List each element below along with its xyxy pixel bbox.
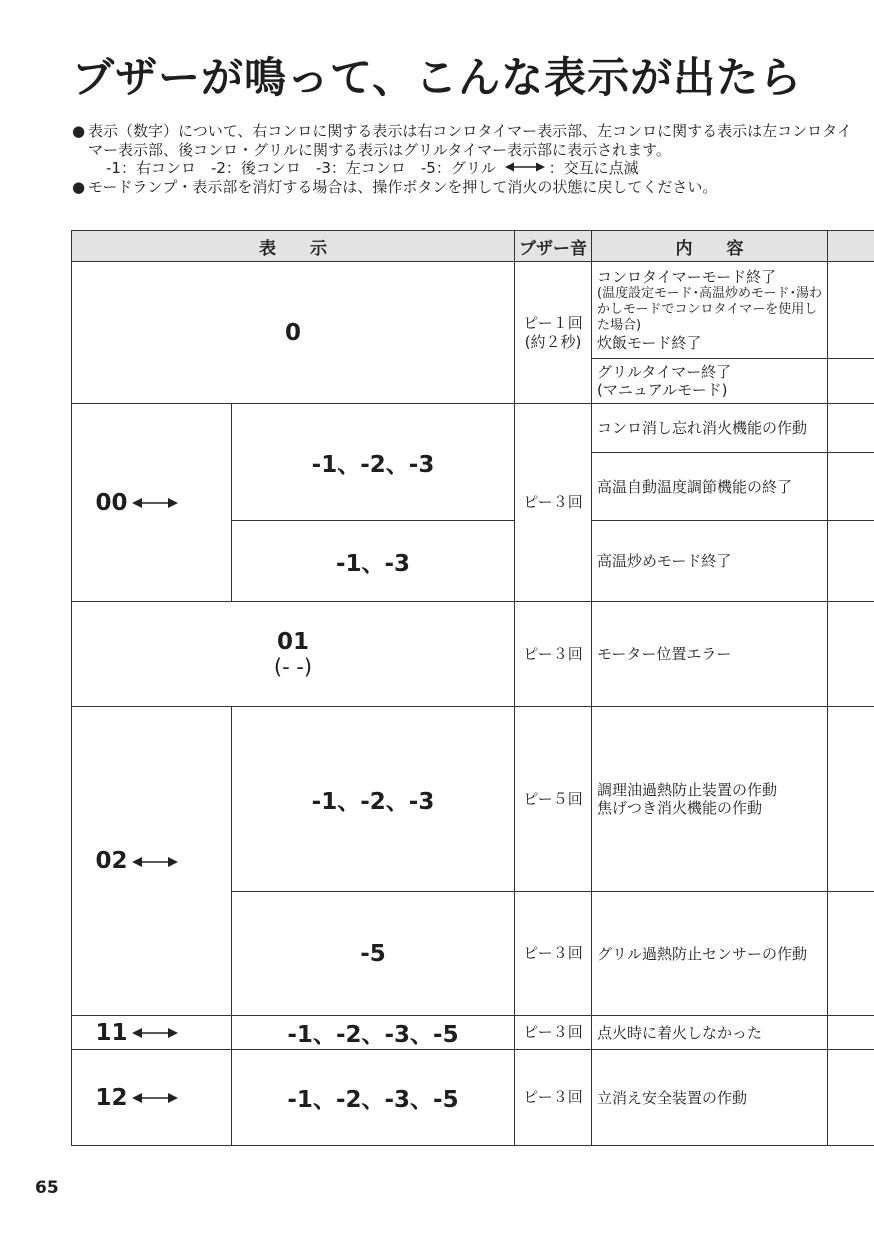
content-cell: [592, 359, 828, 404]
code-cell: [72, 404, 232, 602]
page-number: 65: [35, 1178, 59, 1198]
code-text: 02: [95, 848, 128, 874]
buzzer-cell: ピー５回: [515, 707, 592, 892]
code-cell: [72, 1016, 232, 1050]
buzzer-cell: ピー３回: [515, 892, 592, 1016]
note-1-text: 表示（数字）について、右コンロに関する表示は右コンロタイマー表示部、左コンロに関する表示は左コンロタイマー表示部、後コンロ・グリルに関する表示はグリルタイマー表示部に表示されます。: [88, 122, 852, 159]
note-1: [72, 122, 862, 159]
code-subtext: (- -): [273, 655, 313, 679]
buzzer-duration: (約２秒): [524, 332, 582, 351]
code-cell: [72, 602, 515, 707]
buzzer-text: ピー１回: [523, 313, 583, 332]
table-row: [72, 1050, 874, 1146]
buzzer-cell: ピー３回: [515, 1050, 592, 1146]
header-content: 内 容: [592, 231, 828, 262]
double-arrow-icon: [132, 496, 178, 510]
table-header-row: [72, 231, 874, 262]
double-arrow-icon: [132, 855, 178, 869]
code-text: 11: [95, 1019, 128, 1046]
code-text: 01: [276, 629, 309, 655]
legend-text: -1：右コンロ -2：後コンロ -3：左コンロ -5：グリル: [106, 159, 496, 177]
content-note: (マニュアルモード): [597, 381, 728, 399]
content-text: 調理油過熱防止装置の作動: [597, 781, 778, 799]
double-arrow-icon: [132, 1091, 178, 1105]
content-cell: 点火時に着火しなかった: [592, 1016, 828, 1050]
buzzer-cell: ピー３回: [515, 602, 592, 707]
note-2: [72, 178, 862, 197]
code-cell: 0: [72, 262, 515, 404]
content-note: (温度設定モード･高温炒めモード･湯わかしモードでコンロタイマーを使用した場合): [597, 286, 823, 333]
buzzer-cell: ピー３回: [515, 404, 592, 602]
sub-code-cell: -5: [232, 892, 515, 1016]
content-cell: グリル過熱防止センサーの作動: [592, 892, 828, 1016]
bullet-icon: ●: [72, 122, 86, 140]
table-row: [72, 1016, 874, 1050]
buzzer-display-table: [71, 230, 874, 1146]
code-text: 12: [95, 1084, 128, 1111]
sub-code-cell: -1、-2、-3、-5: [232, 1050, 515, 1146]
bullet-icon: ●: [72, 177, 86, 196]
intro-notes: [72, 122, 862, 196]
table-row: [72, 262, 874, 359]
content-cell: [592, 262, 828, 359]
table-row: [72, 602, 874, 707]
content-text: 焦げつき消火機能の作動: [597, 799, 763, 817]
buzzer-cell: [515, 262, 592, 404]
content-cell: 立消え安全装置の作動: [592, 1050, 828, 1146]
content-text: コンロタイマーモード終了: [597, 268, 777, 286]
page-title: ブザーが鳴って、こんな表示が出たら: [72, 53, 803, 102]
content-cell: モーター位置エラー: [592, 602, 828, 707]
header-extra: [828, 231, 874, 262]
sub-code-cell: -1、-3: [232, 521, 515, 602]
content-text: グリルタイマー終了: [597, 363, 732, 381]
sub-code-cell: -1、-2、-3: [232, 404, 515, 521]
double-arrow-icon: [132, 1026, 178, 1040]
content-cell: 高温炒めモード終了: [592, 521, 828, 602]
buzzer-cell: ピー３回: [515, 1016, 592, 1050]
content-cell: [592, 707, 828, 892]
table-row: [72, 707, 874, 892]
code-cell: [72, 1050, 232, 1146]
content-text: 炊飯モード終了: [597, 334, 702, 352]
code-cell: [72, 707, 232, 1016]
header-buzzer: ブザー音: [515, 231, 592, 262]
double-arrow-icon: [501, 159, 549, 178]
code-text: 00: [95, 489, 128, 516]
display-legend: [72, 159, 862, 178]
content-cell: 高温自動温度調節機能の終了: [592, 453, 828, 521]
note-2-text: モードランプ・表示部を消灯する場合は、操作ボタンを押して消火の状態に戻してください。: [88, 177, 718, 196]
sub-code-cell: -1、-2、-3、-5: [232, 1016, 515, 1050]
content-cell: コンロ消し忘れ消火機能の作動: [592, 404, 828, 453]
legend-arrow-text: ：交互に点滅: [548, 159, 639, 177]
table-row: [72, 404, 874, 453]
sub-code-cell: -1、-2、-3: [232, 707, 515, 892]
header-display: 表 示: [72, 231, 515, 262]
